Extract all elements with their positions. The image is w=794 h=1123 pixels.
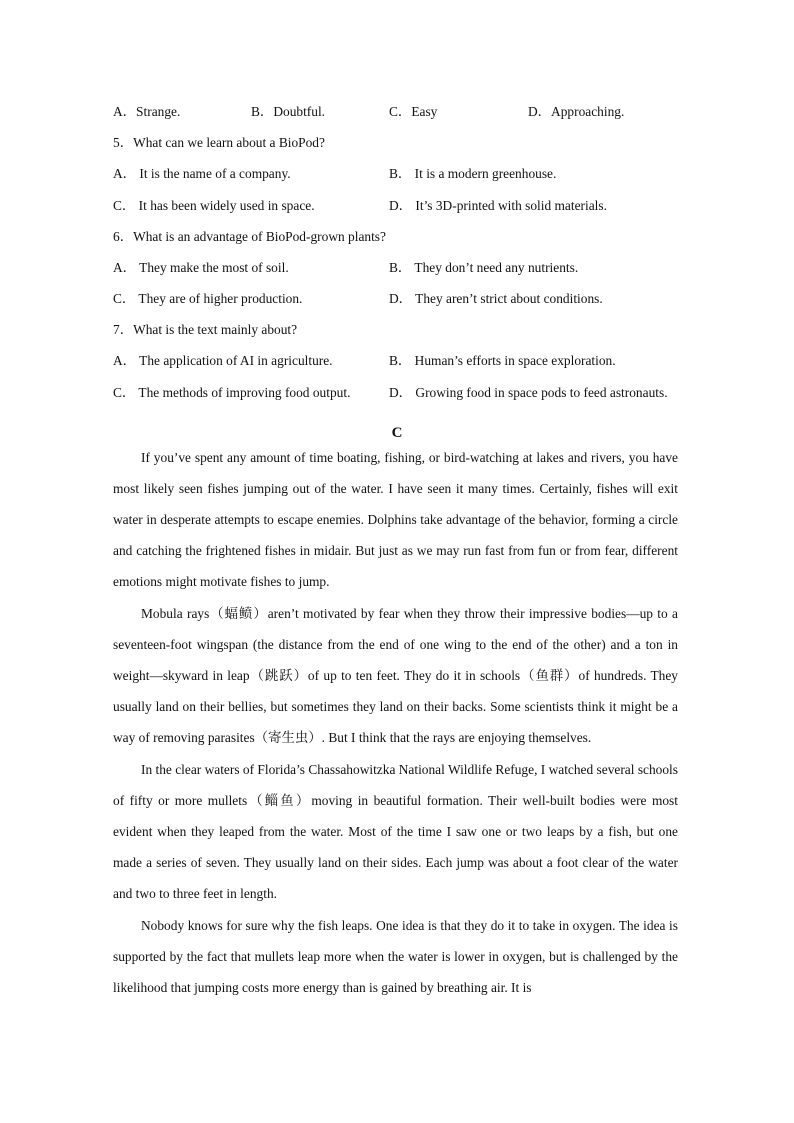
q4-option-c: C．Easy [389, 104, 438, 119]
q6-option-c: C． They are of higher production. [113, 291, 303, 306]
q7-option-b: B． Human’s efforts in space exploration. [389, 353, 616, 368]
passage-paragraph-1: If you’ve spent any amount of time boating, fishing, or bird-watching at lakes and rivers, you have most likely seen fishes jumping out of the water. I have seen it many times. Certainly, fishes will exit water in desperate attempts to escape enemies. Dolphins take advantage of the behavior, forming a circle and catching the frightened fishes in midair. But just as we may run fast from fun or from fear, different emotions might motivate fishes to jump. [113, 450, 678, 590]
q5-stem: 5．What can we learn about a BioPod? [113, 135, 325, 150]
q4-option-a: A．Strange. [113, 104, 181, 119]
q7-option-d: D． Growing food in space pods to feed astronauts. [389, 385, 668, 400]
passage-paragraph-2: Mobula rays（蝠鲼）aren’t motivated by fear when they throw their impressive bodies—up to a seventeen-foot wingspan (the distance from the end of one wing to the end of the other) and a ton in weight—skyward in leap（跳跃）of up to ten feet. They do it in schools（鱼群）of hundreds. They usually land on their bellies, but sometimes they land on their backs. Some scientists think it might be a way of removing parasites（寄生虫）. But I think that the rays are enjoying themselves. [113, 606, 678, 746]
q6-option-b: B． They don’t need any nutrients. [389, 260, 579, 275]
q6-option-a: A． They make the most of soil. [113, 260, 289, 275]
q5-option-a: A． It is the name of a company. [113, 166, 291, 181]
q5-option-b: B． It is a modern greenhouse. [389, 166, 557, 181]
q5-option-c: C． It has been widely used in space. [113, 198, 315, 213]
q7-option-a: A． The application of AI in agriculture. [113, 353, 333, 368]
passage-paragraph-4: Nobody knows for sure why the fish leaps. One idea is that they do it to take in oxygen. The idea is supported by the fact that mullets leap more when the water is lower in oxygen, but is challenged by the likelihood that jumping costs more energy than is gained by breathing air. It is [113, 918, 678, 996]
q5-option-d: D． It’s 3D-printed with solid materials. [389, 198, 607, 213]
q6-option-d: D． They aren’t strict about conditions. [389, 291, 603, 306]
q7-option-c: C． The methods of improving food output. [113, 385, 351, 400]
passage-heading: C [391, 425, 403, 441]
q7-stem: 7．What is the text mainly about? [113, 322, 298, 337]
q4-option-b: B．Doubtful. [251, 104, 326, 119]
q6-stem: 6．What is an advantage of BioPod-grown plants? [113, 229, 386, 244]
passage-paragraph-3: In the clear waters of Florida’s Chassahowitzka National Wildlife Refuge, I watched several schools of fifty or more mullets（鲻鱼）moving in beautiful formation. Their well-built bodies were most evident when they leaped from the water. Most of the time I saw one or two leaps by a fish, but one made a series of seven. They usually land on their sides. Each jump was about a foot clear of the water and two to three feet in length. [113, 762, 678, 902]
q4-option-d: D．Approaching. [528, 104, 625, 119]
